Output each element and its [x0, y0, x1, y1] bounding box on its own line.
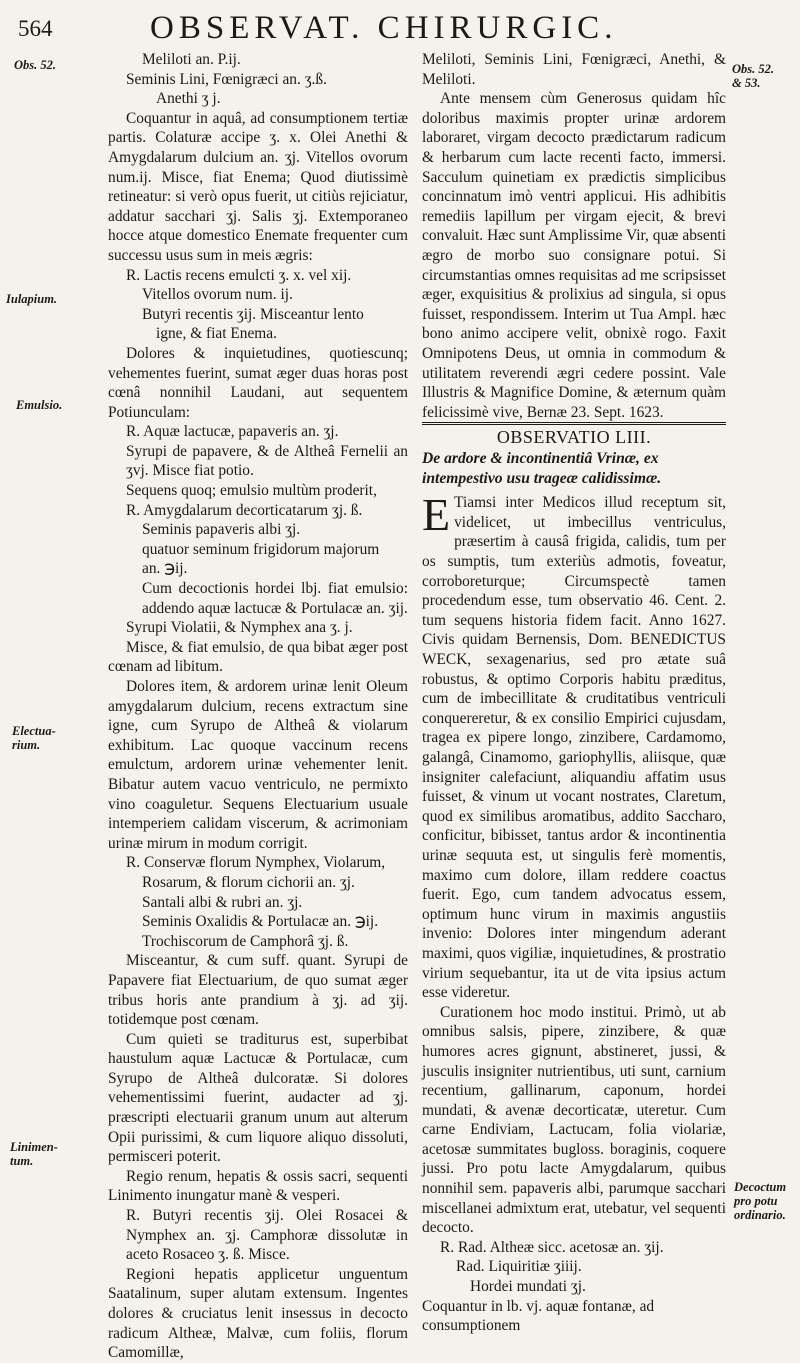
right-paragraph: Meliloti, Seminis Lini, Fœnigræci, Anethi, & Meliloti.: [422, 51, 726, 88]
right-column-letter-end: [422, 50, 726, 422]
margin-note-decoctum: Decoctum pro potu ordinario.: [734, 1180, 787, 1222]
right-column: [422, 50, 726, 1336]
left-paragraph: Misceantur, & cum suff. quant. Syrupi de Papavere fiat Electuarium, de quo sumat æger tribus horis ante prandium à ʒj. ad ʒij. totidemque post cœnam.: [108, 952, 408, 1029]
left-recipe-line: Vitellos ovorum num. ij.: [142, 286, 293, 304]
left-recipe-line: R. Butyri recentis ʒij. Olei Rosacei & Nymphex an. ʒj. Camphoræ dissolutæ in aceto Rosaceo ʒ. ß. Misce.: [126, 1207, 408, 1264]
left-paragraph: Misce, & fiat emulsio, de qua bibat æger post cœnam ad libitum.: [108, 638, 408, 676]
decoction-recipe-line: R. Rad. Altheæ sicc. acetosæ an. ʒij.: [440, 1238, 664, 1256]
left-paragraph: Dolores item, & ardorem urinæ lenit Oleum amygdalarum dulcium, recens extractum sine igne, cum Syrupo de Altheâ & violarum exhibitum. Lac quoque vaccinum recens emulctum, ardorem urinæ vehementer lenit. Bibatur autem vacuo ventriculo, ne permixto vino coaguletur. Sequens Electuarium usuale intemperiem calidam viscerum, & acrimoniam urinæ mirum in modum corrigit.: [108, 678, 408, 852]
left-recipe-line: Santali albi & rubri an. ʒj.: [142, 893, 303, 911]
left-recipe-line: R. Conservæ florum Nymphex, Violarum,: [126, 854, 386, 872]
left-recipe-line: R. Aquæ lactucæ, papaveris an. ʒj.: [126, 423, 339, 441]
observation-second-paragraph: Curationem hoc modo institui. Primò, ut ab omnibus salsis, pipere, zinzibere, & quæ humores acres gignunt, abstineret, jussi, & jusculis insigniter nutrientibus, uti sunt, carnium recentium, gallinarum, caponum, hordei mundati, & avenæ decorticatæ, uteretur. Cum carne Endiviam, Lactucam, folia violariæ, acetosæ summitates bugloss. boraginis, coquere jussi. Pro potu lacte Amygdalarum, quibus nonnihil sem. papaveris albi, parumque sacchari miscellanei admixtum erat, utebatur, vel sequenti decocto.: [422, 1003, 726, 1237]
left-recipe-line: Butyri recentis ʒij. Misceantur lento: [142, 305, 364, 323]
decoction-recipe-line: Rad. Liquiritiæ ʒiiij.: [456, 1258, 582, 1276]
left-paragraph: Regioni hepatis applicetur unguentum Saatalinum, super alutam extensum. Ingentes dolores & cruciatus lenit insessus in decocto radicum Altheæ, Malvæ, cum foliis, florum Camomillæ,: [108, 1265, 408, 1362]
decoction-recipe: [422, 1238, 726, 1297]
running-title: OBSERVAT. CHIRURGIC.: [150, 10, 618, 46]
observation-subtitle: De ardore & incontinentiâ Vrinæ, ex intempestivo usu trageæ calidissimæ.: [422, 450, 662, 488]
left-recipe-line: Seminis Lini, Fœnigræci an. ʒ.ß.: [126, 70, 327, 88]
right-paragraph: Ante mensem cùm Generosus quidam hîc doloribus maximis propter urinæ ardorem laboraret, virgam decocto prædictarum radicum & herbarum cum lacte recenti facto, immersi. Sacculum quinetiam ex prædictis simplicibus concinnatum imò ventri applicui. His adhibitis remediis lapillum per virgam ejecit, & brevi convaluit. Hæc sunt Amplissime Vir, quæ absenti ægro de morbo suo consignare potui. Si circumstantias omnes requisitas ad me scripsisset æger, exquisitius & prolixius ad singula, si opus fuisset, respondissem. Interim ut Tua Ampl. hæc bono animo accipere velit, obnixè rogo. Faxit Omnipotens Deus, ut omnia in commodum & utilitatem reverendi ægri cedere possint. Vale Illustris & Magnifice Domine, & æternum quàm felicissimè vive, Bernæ 23. Sept. 1623.: [422, 90, 726, 421]
closing-line: Coquantur in lb. vj. aquæ fontanæ, ad consumptionem: [422, 1297, 655, 1335]
left-recipe-line: quatuor seminum frigidorum majorum: [142, 540, 380, 558]
left-recipe-line: Sequens quoq; emulsio multùm proderit,: [126, 482, 377, 500]
left-column: [108, 50, 408, 1363]
left-paragraph: Coquantur in aquâ, ad consumptionem tertiæ partis. Colaturæ accipe ʒ. x. Olei Anethi & Amygdalarum dulcium an. ʒj. Vitellos ovorum num.ij. Misce, fiat Enema; Quod diutissimè retineatur: si verò opus fuerit, ut citiùs rejiciatur, addatur sacchari ʒj. Salis ʒj. Extemporaneo hocce atque domestico Enemate frequenter cum successu usus sum in meis ægris:: [108, 109, 408, 264]
left-recipe-line: R. Amygdalarum decorticatarum ʒj. ß.: [126, 501, 363, 519]
first-paragraph-text: Tiamsi inter Medicos illud receptum sit, videlicet, ut imbecillus ventriculus, præsertim à causâ frigida, calidis, tum per os sumptis, tum exteriùs admotis, foveatur, corroboreturque; Circumspectè tamen procedendum esse, tum observatio 46. Cent. 2. tum sequens historia fidem facit. Anno 1627. Civis quidam Bernensis, Dom. BENEDICTUS WECK, sexagenarius, sed pro ætate suâ robustus, & optimo Corporis habitu præditus, cum de imbecillitate & cruditatibus ventriculi conquereretur, & ex consilio Empirici cujusdam, tragea ex pipere longo, zinzibere, Cardamomo, galangâ, Cinamomo, gariophyllis, aliisque, quæ insigniter calefaciunt, aliquandiu affatim usus fuisset, & vinum ut vocant nostrates, Claretum, quod ex similibus aromatibus, addito Saccharo, conficitur, bibisset, tantus ardor & incontinentia urinæ sequuta est, ut singulis ferè momentis, maximo cum dolore, illam reddere coactus fuerit. Ego, cum tandem advocatus essem, optimum hunc virum in maximis angustiis invenio: Dolores inter mingendum aderant maximi, quos vigiliæ, inquietudines, & prostratio virium sequebantur, ita ut de vita ipsius actum esse videretur.: [422, 494, 726, 1002]
left-recipe-line: Anethi ʒ j.: [156, 90, 221, 108]
left-recipe-line: Seminis Oxalidis & Portulacæ an. ℈ij.: [142, 913, 379, 931]
drop-cap: E: [422, 489, 451, 541]
left-recipe-line: Meliloti an. P.ij.: [142, 51, 241, 68]
left-recipe-line: Seminis papaveris albi ʒj.: [142, 521, 301, 539]
left-recipe-line: Syrupi Violatii, & Nymphex ana ʒ. j.: [126, 619, 353, 637]
left-recipe-line: igne, & fiat Enema.: [156, 325, 277, 343]
page-header: [0, 6, 800, 50]
left-recipe-line: Syrupi de papavere, & de Altheâ Fernelii an ʒvj. Misce fiat potio.: [126, 442, 408, 480]
margin-note-electuarium: Electua- rium.: [12, 724, 56, 752]
margin-note-iulapium: Iulapium.: [6, 292, 58, 306]
left-paragraph: Regio renum, hepatis & ossis sacri, sequenti Linimento inungatur manè & vesperi.: [108, 1167, 408, 1205]
left-recipe-line: Rosarum, & florum cichorii an. ʒj.: [142, 873, 355, 891]
left-paragraph: Cum quieti se traditurus est, superbibat haustulum aquæ Lactucæ & Portulacæ, cum Syrupo de Altheâ dulcoratæ. Si dolores vehementissimi fuerint, audacter ad ʒj. præscripti electuarii granum unum aut alterum Opii purissimi, & cum liquore aliquo dissoluti, permisceri poterit.: [108, 1030, 408, 1166]
margin-note-obs-52: Obs. 52.: [14, 58, 57, 72]
observation-first-paragraph: [422, 489, 726, 1002]
left-recipe-line: an. ℈ij.: [142, 560, 188, 578]
left-recipe-line: Trochiscorum de Camphorâ ʒj. ß.: [142, 932, 349, 950]
left-recipe-line: R. Lactis recens emulcti ʒ. x. vel xij.: [126, 266, 352, 284]
observation-title: OBSERVATIO LIII.: [496, 427, 652, 448]
page-number: 564: [18, 16, 53, 41]
left-paragraph: Dolores & inquietudines, quotiescunq; vehementes fuerint, sumat æger duas horas post cœnâ nonnihil Laudani, aut sequentem Potiunculam:: [108, 344, 408, 421]
margin-note-linimentum: Linimen- tum.: [10, 1140, 58, 1168]
decoction-recipe-line: Hordei mundati ʒj.: [470, 1278, 586, 1296]
margin-note-emulsio: Emulsio.: [16, 398, 63, 412]
left-recipe-line: Cum decoctionis hordei lbj. fiat emulsio: addendo aquæ lactucæ & Portulacæ an. ʒij.: [142, 580, 408, 617]
margin-note-obs-52-53: Obs. 52. & 53.: [732, 62, 775, 90]
